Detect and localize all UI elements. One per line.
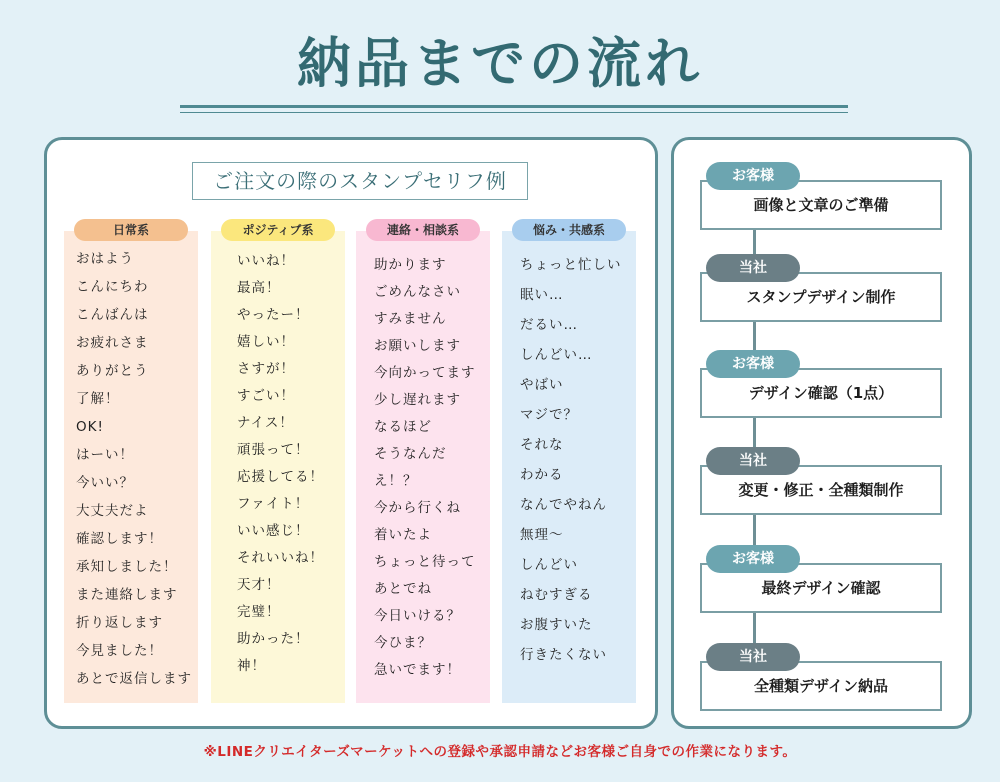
phrase-item: また連絡します <box>76 587 178 603</box>
step-actor-tag: 当社 <box>706 254 800 282</box>
phrase-item: 承知しました！ <box>76 559 178 575</box>
phrase-list <box>520 255 632 675</box>
phrase-item: 最高！ <box>237 280 281 296</box>
step-description: スタンプデザイン制作 <box>700 272 942 322</box>
phrase-item: 今見ました！ <box>76 643 163 659</box>
phrase-item: だるい… <box>520 317 578 333</box>
phrase-item: 確認します！ <box>76 531 163 547</box>
phrase-item: 嬉しい！ <box>237 334 295 350</box>
category-badge: 悩み・共感系 <box>512 219 626 241</box>
phrase-item: 今ひま？ <box>374 635 432 651</box>
phrase-item: さすが！ <box>237 361 295 377</box>
step-description: 全種類デザイン納品 <box>700 661 942 711</box>
phrase-item: 応援してる！ <box>237 469 324 485</box>
phrase-item: おはよう <box>76 251 134 267</box>
phrase-item: 眠い… <box>520 287 564 303</box>
phrase-item: ちょっと待って <box>374 554 476 570</box>
phrase-item: 折り返します <box>76 615 163 631</box>
phrase-item: ファイト！ <box>237 496 310 512</box>
phrase-item: あとでね <box>374 581 432 597</box>
step-actor-tag: お客様 <box>706 545 800 573</box>
phrase-item: いい感じ！ <box>237 523 310 539</box>
phrase-item: それいいね！ <box>237 550 324 566</box>
step-description: デザイン確認（1点） <box>700 368 942 418</box>
phrase-item: お願いします <box>374 338 461 354</box>
phrase-item: 行きたくない <box>520 647 607 663</box>
step-actor-tag: お客様 <box>706 162 800 190</box>
stamp-examples-title: ご注文の際のスタンプセリフ例 <box>192 162 528 200</box>
phrase-item: ねむすぎる <box>520 587 593 603</box>
page-title: 納品までの流れ <box>297 31 703 95</box>
phrase-item: 今向かってます <box>374 365 476 381</box>
phrase-item: 今日いける？ <box>374 608 461 624</box>
category-badge: 日常系 <box>74 219 188 241</box>
phrase-item: すごい！ <box>237 388 295 404</box>
step-description: 最終デザイン確認 <box>700 563 942 613</box>
phrase-item: ごめんなさい <box>374 284 461 300</box>
phrase-item: 助かります <box>374 257 447 273</box>
phrase-item: ちょっと忙しい <box>520 257 622 273</box>
phrase-item: いいね！ <box>237 253 295 269</box>
phrase-item: わかる <box>520 467 564 483</box>
phrase-list <box>237 251 341 683</box>
phrase-item: 今から行くね <box>374 500 461 516</box>
category-badge: ポジティブ系 <box>221 219 335 241</box>
step-actor-tag: 当社 <box>706 643 800 671</box>
phrase-item: なんでやねん <box>520 497 607 513</box>
step-actor-tag: お客様 <box>706 350 800 378</box>
phrase-item: こんにちわ <box>76 279 149 295</box>
step-actor-tag: 当社 <box>706 447 800 475</box>
phrase-item: 着いたよ <box>374 527 432 543</box>
phrase-item: 助かった！ <box>237 631 310 647</box>
phrase-item: 天才！ <box>237 577 281 593</box>
phrase-item: OK! <box>76 419 104 435</box>
phrase-item: お疲れさま <box>76 335 149 351</box>
step-description: 変更・修正・全種類制作 <box>700 465 942 515</box>
phrase-item: 神！ <box>237 658 266 674</box>
phrase-item: 完璧！ <box>237 604 281 620</box>
phrase-item: 頑張って！ <box>237 442 310 458</box>
phrase-item: やばい <box>520 377 564 393</box>
phrase-item: しんどい <box>520 557 578 573</box>
disclaimer-note: ※LINEクリエイターズマーケットへの登録や承認申請などお客様ご自身での作業になります。 <box>203 744 797 760</box>
category-column-contact <box>356 223 490 703</box>
phrase-item: ありがとう <box>76 363 149 379</box>
phrase-item: こんばんは <box>76 307 149 323</box>
phrase-item: すみません <box>374 311 447 327</box>
phrase-item: なるほど <box>374 419 432 435</box>
phrase-list <box>76 249 194 697</box>
category-column-positive <box>211 223 345 703</box>
phrase-item: 少し遅れます <box>374 392 461 408</box>
phrase-item: 無理～ <box>520 527 564 543</box>
phrase-item: 今いい？ <box>76 475 134 491</box>
title-underline <box>180 105 848 108</box>
phrase-list <box>374 255 486 687</box>
phrase-item: それな <box>520 437 564 453</box>
phrase-item: お腹すいた <box>520 617 593 633</box>
phrase-item: 急いでます！ <box>374 662 461 678</box>
step-description: 画像と文章のご準備 <box>700 180 942 230</box>
phrase-item: マジで？ <box>520 407 578 423</box>
category-column-empathy <box>502 223 636 703</box>
phrase-item: はーい！ <box>76 447 134 463</box>
phrase-item: 大丈夫だよ <box>76 503 149 519</box>
phrase-item: しんどい… <box>520 347 593 363</box>
phrase-item: やったー！ <box>237 307 310 323</box>
phrase-item: あとで返信します <box>76 671 192 687</box>
category-column-daily <box>64 223 198 703</box>
phrase-item: え！？ <box>374 473 418 489</box>
phrase-item: 了解！ <box>76 391 120 407</box>
phrase-item: そうなんだ <box>374 446 447 462</box>
category-badge: 連絡・相談系 <box>366 219 480 241</box>
title-underline-thin <box>180 112 848 113</box>
phrase-item: ナイス！ <box>237 415 294 431</box>
